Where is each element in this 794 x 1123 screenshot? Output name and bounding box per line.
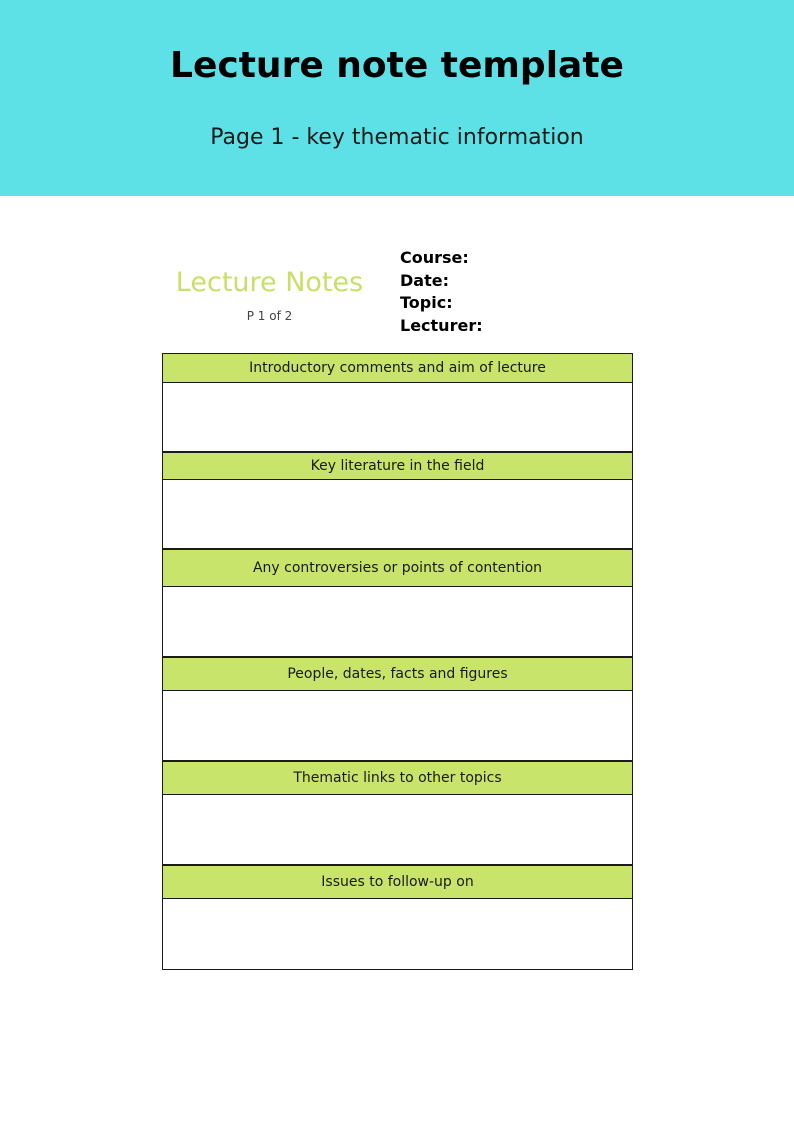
date-label: Date: [400, 270, 449, 290]
section-body-people-facts[interactable] [162, 691, 633, 761]
page-count: P 1 of 2 [246, 309, 293, 323]
section-header-people-facts: People, dates, facts and figures [162, 657, 633, 691]
section-body-thematic-links[interactable] [162, 795, 633, 865]
section-body-follow-up[interactable] [162, 899, 633, 970]
page-subtitle: Page 1 - key thematic information [210, 125, 584, 150]
course-label: Course: [400, 248, 469, 267]
section-header-thematic-links: Thematic links to other topics [162, 761, 633, 795]
lecture-meta-block [400, 247, 660, 338]
section-body-intro[interactable] [162, 383, 633, 452]
section-body-controversies[interactable] [162, 587, 633, 657]
lecture-notes-heading: Lecture Notes [175, 267, 364, 298]
section-header-controversies: Any controversies or points of contention [162, 549, 633, 587]
lecturer-label: Lecturer: [400, 316, 483, 336]
notes-sections [162, 353, 633, 970]
section-body-literature[interactable] [162, 480, 633, 549]
header-banner [0, 0, 794, 196]
section-header-intro: Introductory comments and aim of lecture [162, 353, 633, 383]
section-header-follow-up: Issues to follow-up on [162, 865, 633, 899]
topic-label: Topic: [400, 293, 453, 313]
page-title: Lecture note template [170, 45, 624, 86]
section-header-literature: Key literature in the field [162, 452, 633, 480]
